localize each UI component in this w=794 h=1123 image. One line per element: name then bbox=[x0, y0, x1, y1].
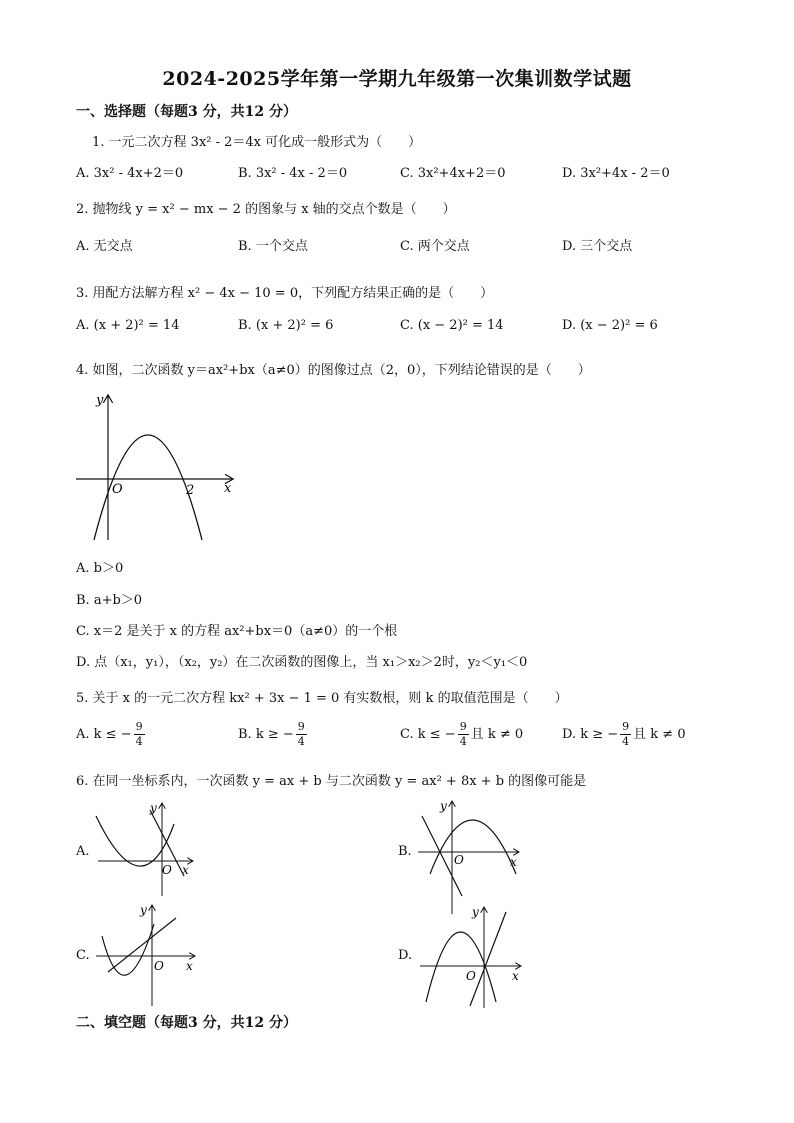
question-6-option-c-label: C. bbox=[76, 948, 90, 963]
question-5-stem: 5. 关于 x 的一元二次方程 kx² + 3x − 1 = 0 有实数根，则 k 的取值范围是（ ） bbox=[76, 691, 568, 706]
y-axis-label: y bbox=[472, 905, 479, 919]
question-3-stem: 3. 用配方法解方程 x² − 4x − 10 = 0，下列配方结果正确的是（ ） bbox=[76, 286, 494, 301]
parabola-curve bbox=[430, 820, 516, 874]
fraction-denominator: 4 bbox=[622, 735, 630, 748]
question-3-option-a: A. (x + 2)² = 14 bbox=[76, 318, 180, 333]
x-axis-label: x bbox=[224, 481, 232, 496]
question-6-option-b-label: B. bbox=[398, 844, 412, 859]
fraction-denominator: 4 bbox=[135, 735, 143, 748]
fraction-numerator: 9 bbox=[135, 720, 143, 733]
x-axis-label: x bbox=[182, 863, 189, 877]
root-label-two: 2 bbox=[186, 483, 195, 498]
option-text: D. k ≥ − bbox=[562, 727, 619, 742]
question-4-option-b: B. a+b＞0 bbox=[76, 593, 143, 608]
question-1-option-c: C. 3x²+4x+2＝0 bbox=[400, 166, 506, 181]
question-5-option-b bbox=[238, 720, 309, 749]
question-2-stem: 2. 抛物线 y = x² − mx − 2 的图象与 x 轴的交点个数是（ ） bbox=[76, 202, 456, 217]
section-heading-fill-in: 二、填空题（每题3 分，共12 分） bbox=[76, 1015, 297, 1031]
option-text: C. k ≤ − bbox=[400, 727, 456, 742]
x-axis-label: x bbox=[186, 959, 193, 973]
question-2-option-d: D. 三个交点 bbox=[562, 239, 633, 254]
question-1-option-d: D. 3x²+4x - 2＝0 bbox=[562, 166, 670, 181]
fraction-denominator: 4 bbox=[297, 735, 305, 748]
fraction bbox=[620, 720, 631, 749]
question-1-stem: 1. 一元二次方程 3x² - 2＝4x 可化成一般形式为（ ） bbox=[92, 135, 422, 150]
fraction-numerator: 9 bbox=[622, 720, 630, 733]
question-4-option-d: D. 点（x₁，y₁），（x₂，y₂）在二次函数的图像上，当 x₁＞x₂＞2时，y₂＜y₁＜0 bbox=[76, 655, 528, 670]
page-title: 2024-2025学年第一学期九年级第一次集训数学试题 bbox=[162, 68, 632, 90]
question-5-option-a bbox=[76, 720, 147, 749]
question-6-stem: 6. 在同一坐标系内，一次函数 y = ax + b 与二次函数 y = ax² + 8x + b 的图像可能是 bbox=[76, 774, 587, 789]
question-4-parabola-graph bbox=[72, 390, 242, 542]
x-axis-label: x bbox=[510, 855, 517, 869]
question-3-option-d: D. (x − 2)² = 6 bbox=[562, 318, 658, 333]
option-suffix: 且 k ≠ 0 bbox=[633, 727, 686, 742]
fraction bbox=[458, 720, 469, 749]
question-1-option-a: A. 3x² - 4x+2＝0 bbox=[76, 166, 184, 181]
question-4-option-a: A. b＞0 bbox=[76, 561, 124, 576]
question-6-option-d-label: D. bbox=[398, 948, 413, 963]
question-6-option-a-label: A. bbox=[76, 844, 90, 859]
fraction-numerator: 9 bbox=[459, 720, 467, 733]
origin-label: O bbox=[162, 863, 172, 877]
question-6-graph-c bbox=[94, 900, 200, 1008]
fraction-numerator: 9 bbox=[297, 720, 305, 733]
question-3-option-b: B. (x + 2)² = 6 bbox=[238, 318, 334, 333]
question-5-option-c bbox=[400, 720, 523, 749]
y-axis-label: y bbox=[150, 801, 157, 815]
question-6-graph-d bbox=[416, 902, 526, 1010]
question-5-option-d bbox=[562, 720, 686, 749]
question-6-graph-a bbox=[94, 800, 198, 898]
question-6-graph-b bbox=[416, 796, 524, 916]
question-4-option-c: C. x＝2 是关于 x 的方程 ax²+bx＝0（a≠0）的一个根 bbox=[76, 624, 398, 639]
origin-label: O bbox=[454, 853, 464, 867]
section-heading-choice: 一、选择题（每题3 分，共12 分） bbox=[76, 104, 297, 120]
question-1-option-b: B. 3x² - 4x - 2＝0 bbox=[238, 166, 348, 181]
origin-label: O bbox=[154, 959, 164, 973]
line-graph bbox=[470, 912, 506, 1006]
parabola-curve bbox=[102, 924, 154, 975]
origin-label: O bbox=[466, 969, 476, 983]
fraction bbox=[296, 720, 307, 749]
x-axis-label: x bbox=[512, 969, 519, 983]
option-text: A. k ≤ − bbox=[76, 727, 132, 742]
origin-label: O bbox=[112, 482, 123, 497]
y-axis-label: y bbox=[140, 903, 147, 917]
y-axis-label: y bbox=[440, 799, 447, 813]
question-4-stem: 4. 如图，二次函数 y＝ax²+bx（a≠0）的图像过点（2，0），下列结论错误的是（ ） bbox=[76, 363, 591, 378]
option-text: B. k ≥ − bbox=[238, 727, 294, 742]
question-2-option-c: C. 两个交点 bbox=[400, 239, 470, 254]
question-2-option-b: B. 一个交点 bbox=[238, 239, 308, 254]
line-graph bbox=[108, 918, 176, 972]
fraction-denominator: 4 bbox=[459, 735, 467, 748]
option-suffix: 且 k ≠ 0 bbox=[470, 727, 524, 742]
fraction bbox=[134, 720, 145, 749]
question-2-option-a: A. 无交点 bbox=[76, 239, 133, 254]
question-3-option-c: C. (x − 2)² = 14 bbox=[400, 318, 504, 333]
y-axis-label: y bbox=[96, 393, 104, 408]
